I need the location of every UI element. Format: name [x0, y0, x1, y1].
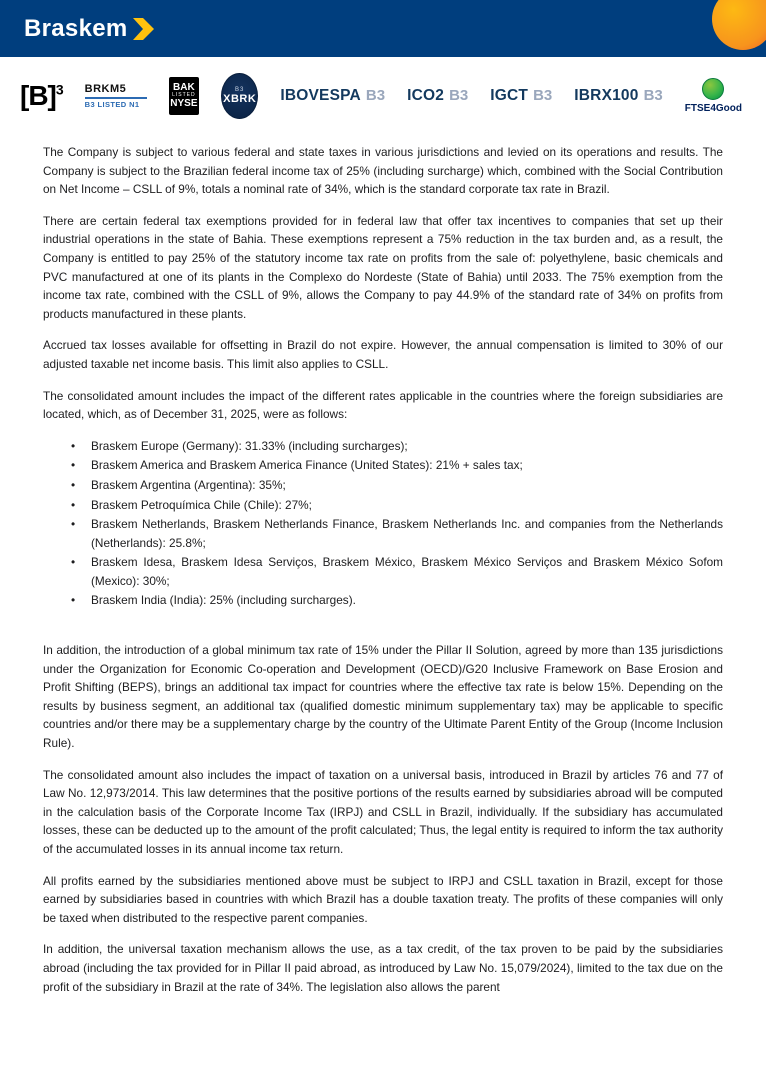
header-bar: [0, 0, 766, 57]
paragraph-tax-overview: The Company is subject to various federal and state taxes in various jurisdictions and levied on its operations and results. The Company is subject to the Brazilian federal income tax of 25% (including surcharge) which, combined with the Social Contribution on Net Income – CSLL of 9%, totals a nominal rate of 34%, which is the standard corporate tax rate in Brazil.: [43, 145, 723, 197]
b3-logo: [20, 80, 63, 112]
list-item: • Braskem America and Braskem America Finance (United States): 21% + sales tax;: [71, 456, 723, 475]
index-name: IGCT: [490, 87, 529, 104]
index-logo-ibovespa: [280, 87, 385, 105]
xbrk-seal-main-label: XBRK: [223, 93, 257, 106]
paragraph-treaty-profits: All profits earned by the subsidiaries mentioned above must be subject to IRPJ and CSLL taxation in Brazil, except for those earned by subsidiaries based in countries with which Brazil has a double taxation treaty. The profits of these companies will only be taxed when distributed to the respective parent companies.: [43, 873, 723, 925]
b3-logo-sup: 3: [55, 81, 63, 98]
paragraph-tax-credit: In addition, the universal taxation mechanism allows the use, as a tax credit, of the tax proven to be paid by the subsidiaries abroad (including the tax provided for in Pillar II paid abroad, as introduced by Law No. 15,079/2024), limited to the tax due on the profit of the subsidiary in Brazil at the rate of 34%. The legislation also allows the parent: [43, 942, 723, 994]
brkm5-ticker: BRKM5: [84, 82, 127, 95]
ftse4good-label: FTSE4Good: [684, 103, 742, 114]
nyse-exchange-label: NYSE: [170, 97, 198, 109]
paragraph-pillar-ii: In addition, the introduction of a global minimum tax rate of 15% under the Pillar II Solution, agreed by more than 135 jurisdictions under the Organization for Economic Co-operation and Development (OECD)/G20 Inclusive Framework on Base Erosion and Profit Shifting (BEPS), brings an additional tax impact for countries where the effective tax rate is below 15%. Depending on the results by business segment, an additional tax (qualified domestic minimum supplementary tax) may be applicable to specific countries and/or there may be a supplementary charge by the country of the Ultimate Parent Entity of the Group (Income Inclusion Rule).: [43, 643, 723, 751]
list-item: • Braskem Netherlands, Braskem Netherlands Finance, Braskem Netherlands Inc. and companies from the Netherlands (Netherlands): 25.8%;: [71, 515, 723, 552]
paragraph-foreign-rates-intro: The consolidated amount includes the impact of the different rates applicable in the countries where the foreign subsidiaries are located, which, as of December 31, 2025, were as follows:: [43, 388, 723, 422]
index-name: IBOVESPA: [280, 87, 361, 104]
index-logo-ibrx100: [574, 87, 662, 105]
index-logo-igct: [490, 87, 552, 105]
ftse4good-logo: [685, 78, 742, 114]
orange-circle-decoration: [712, 0, 766, 50]
list-item: • Braskem Europe (Germany): 31.33% (including surcharges);: [71, 437, 723, 456]
index-name: IBRX100: [574, 87, 639, 104]
xbrk-seal: [221, 73, 258, 119]
document-body: [0, 129, 766, 996]
b3-logo-text: [B]: [20, 80, 56, 111]
braskem-logo: [24, 15, 155, 43]
index-logo-ico2: [407, 87, 468, 105]
braskem-logo-text: Braskem: [24, 14, 128, 42]
ftse-globe-icon: [702, 78, 724, 100]
paragraph-bahia-exemptions: There are certain federal tax exemptions provided for in federal law that offer tax incentives to companies that set up their industrial operations in the state of Bahia. These exemptions represent a 75% reduction in the tax burden and, as a result, the Company is entitled to pay 25% of the statutory income tax rate on profits from the sale of: polyethylene, basic chemicals and PVC manufactured at one of its plants in the Complexo do Nordeste (State of Bahia) until 2033. The 75% exemption from the income tax rate, combined with the CSLL of 9%, allows the Company to pay 44.9% of the standard rate of 34% on profits from products manufactured in these plants.: [43, 213, 723, 321]
list-item: • Braskem Petroquímica Chile (Chile): 27%;: [71, 496, 723, 515]
paragraph-universal-taxation: The consolidated amount also includes the impact of taxation on a universal basis, introduced in Brazil by articles 76 and 77 of Law No. 12,973/2014. This law determines that the positive portions of the results earned by subsidiaries abroad will be computed in the calculation basis of the Corporate Income Tax (IRPJ) and CSLL in Brazil, individually. If the subsidiary has accumulated losses, these can be deducted up to the amount of the profit calculated; Thus, the legal entity is required to inform the tax authority of the accumulated losses in its annual income tax return.: [43, 767, 723, 856]
brkm5-divider: [85, 97, 147, 99]
paragraph-tax-losses: Accrued tax losses available for offsetting in Brazil do not expire. However, the annual compensation is limited to 30% of our adjusted taxable net income basis. This limit also applies to CSLL.: [43, 338, 723, 371]
index-name: ICO2: [407, 87, 445, 104]
list-item: • Braskem Argentina (Argentina): 35%;: [71, 476, 723, 495]
brkm5-listing-badge: [85, 83, 147, 109]
index-suffix: B3: [365, 87, 386, 104]
logo-strip: [0, 57, 766, 129]
index-suffix: B3: [643, 87, 663, 104]
index-suffix: B3: [533, 87, 553, 104]
index-suffix: B3: [449, 87, 469, 104]
brkm5-listing-label: B3 LISTED N1: [84, 99, 140, 109]
nyse-ticker: BAK: [173, 81, 195, 93]
list-item: • Braskem India (India): 25% (including surcharges).: [71, 591, 723, 610]
nyse-listed-label: LISTED: [172, 92, 196, 99]
list-item: • Braskem Idesa, Braskem Idesa Serviços, Braskem México, Braskem México Serviços and Braskem México Sofom (Mexico): 30%;: [71, 553, 723, 590]
xbrk-seal-top-label: B3: [235, 86, 245, 93]
braskem-chevron-icon: [133, 15, 155, 43]
nyse-listed-badge: [169, 77, 199, 115]
foreign-subsidiaries-rate-list: [43, 437, 723, 610]
